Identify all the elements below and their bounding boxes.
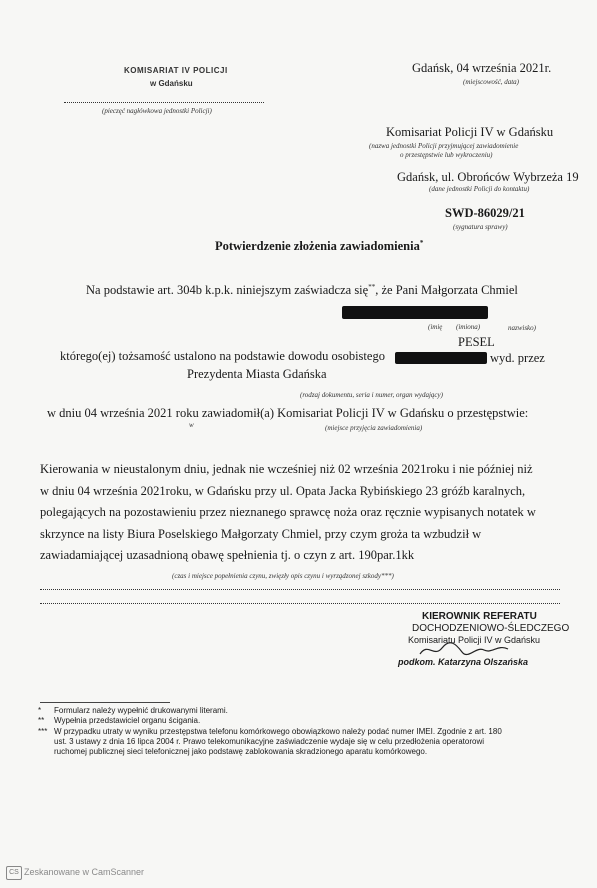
dotted-line-2 bbox=[40, 601, 560, 604]
identity-text: którego(ej) tożsamość ustalono na podstawie dowodu osobistego bbox=[60, 349, 385, 363]
receiving-unit-caption1: (nazwa jednostki Policji przyjmującej zawiadomienie bbox=[369, 142, 519, 150]
footnote-2 bbox=[38, 716, 200, 725]
footnote-4 bbox=[54, 737, 484, 746]
report-text: w dniu 04 września 2021 roku zawiadomił(a) Komisariat Policji IV w Gdańsku o przestępstwie: bbox=[47, 406, 529, 420]
caption-nazwisko: nazwisko) bbox=[508, 324, 536, 332]
camscanner-watermark: Zeskanowane w CamScanner bbox=[24, 867, 145, 877]
identity-issuer: Prezydenta Miasta Gdańska bbox=[187, 367, 327, 381]
dotted-line-1 bbox=[40, 587, 560, 590]
description-line-4: skrzynce na listy Biura Poselskiego Małgorzaty Chmiel, przy czym groża ta wzbudził w bbox=[40, 527, 482, 541]
receiving-unit: Komisariat Policji IV w Gdańsku bbox=[386, 125, 554, 139]
caption-imiona: (imiona) bbox=[456, 323, 481, 331]
footnote-rule bbox=[40, 702, 170, 703]
unit-stamp-dots bbox=[64, 98, 264, 103]
identity-caption: (rodzaj dokumentu, seria i numer, organ wydający) bbox=[300, 391, 443, 399]
identity-text-after: wyd. przez bbox=[490, 351, 545, 365]
description-line-5: zawiadamiającej uzasadnioną obawę spełnienia tj. o czyn z art. 190par.1kk bbox=[40, 548, 415, 562]
intro-tail: , że Pani Małgorzata Chmiel bbox=[375, 283, 518, 298]
contact-address: Gdańsk, ul. Obrońców Wybrzeża 19 bbox=[397, 170, 579, 184]
footnote-4-text: ust. 3 ustawy z dnia 16 lipca 2004 r. Prawo telekomunikacyjne zaświadczenie wydaje się w celu przedłożenia operatorowi bbox=[54, 737, 485, 746]
unit-name-line1: KOMISARIAT IV POLICJI bbox=[124, 66, 228, 75]
signature-line1: KIEROWNIK REFERATU bbox=[422, 611, 537, 622]
unit-stamp-caption: (pieczęć nagłówkowa jednostki Policji) bbox=[102, 107, 212, 115]
intro-footnote-mark: ** bbox=[368, 283, 376, 291]
redaction-id bbox=[395, 352, 487, 364]
signature-line4: podkom. Katarzyna Olszańska bbox=[398, 657, 529, 667]
pesel-label: PESEL bbox=[458, 335, 495, 349]
title-footnote-mark: * bbox=[419, 239, 424, 247]
description-line-2: w dniu 04 września 2021roku, w Gdańsku przy ul. Opata Jacka Rybińskiego 23 gróźb karalnych, bbox=[40, 484, 526, 498]
footnote-2-mark: ** bbox=[38, 716, 45, 725]
footnote-1 bbox=[38, 706, 228, 715]
footnote-3-text: W przypadku utraty w wyniku przestępstwa telefonu komórkowego obowiązkowo należy podać numer IMEI. Zgodnie z art. 180 bbox=[54, 727, 502, 736]
report-w-mark: w bbox=[189, 421, 194, 429]
footnote-3 bbox=[38, 727, 502, 736]
description-line-3: polegających na pozostawieniu przez nieznanego sprawcę noża oraz ręcznie wypisanych notatek w bbox=[40, 505, 536, 519]
unit-name-line2: w Gdańsku bbox=[150, 79, 193, 88]
document-title-text: Potwierdzenie złożenia zawiadomienia bbox=[215, 239, 420, 254]
place-date: Gdańsk, 04 września 2021r. bbox=[412, 61, 552, 75]
footnote-5 bbox=[54, 747, 427, 756]
footnote-3-mark: *** bbox=[38, 727, 48, 736]
signature-line3: Komisariatu Policji IV w Gdańsku bbox=[408, 635, 541, 645]
footnote-1-text: Formularz należy wypełnić drukowanymi literami. bbox=[54, 706, 228, 715]
description-caption: (czas i miejsce popełnienia czynu, zwięzły opis czynu i wyrządzonej szkody***) bbox=[172, 572, 394, 580]
description-line-1: Kierowania w nieustalonym dniu, jednak nie wcześniej niż 02 września 2021roku i nie później niż bbox=[40, 462, 533, 476]
footnote-5-text: ruchomej publicznej sieci telefonicznej jako podstawę zablokowania skradzionego aparatu komórkowego. bbox=[54, 747, 428, 756]
redaction-name bbox=[342, 306, 488, 319]
signature-line2: DOCHODZENIOWO-ŚLEDCZEGO bbox=[412, 623, 570, 634]
caption-imie: (imię bbox=[428, 323, 443, 331]
contact-address-caption: (dane jednostki Policji do kontaktu) bbox=[429, 185, 530, 193]
footnote-1-mark: * bbox=[38, 706, 42, 715]
receiving-unit-caption2: o przestępstwie lub wykroczeniu) bbox=[400, 151, 493, 159]
place-date-caption: (miejscowość, data) bbox=[463, 78, 519, 86]
footnote-2-text: Wypełnia przedstawiciel organu ścigania. bbox=[54, 716, 201, 725]
case-number-caption: (sygnatura sprawy) bbox=[453, 223, 508, 231]
intro-line bbox=[86, 283, 518, 298]
intro-text: Na podstawie art. 304b k.p.k. niniejszym zaświadcza się bbox=[86, 283, 369, 298]
case-number: SWD-86029/21 bbox=[445, 206, 525, 220]
camscanner-icon: CS bbox=[6, 866, 22, 880]
report-caption: (miejsce przyjęcia zawiadomienia) bbox=[325, 424, 423, 432]
document-title bbox=[215, 239, 423, 254]
